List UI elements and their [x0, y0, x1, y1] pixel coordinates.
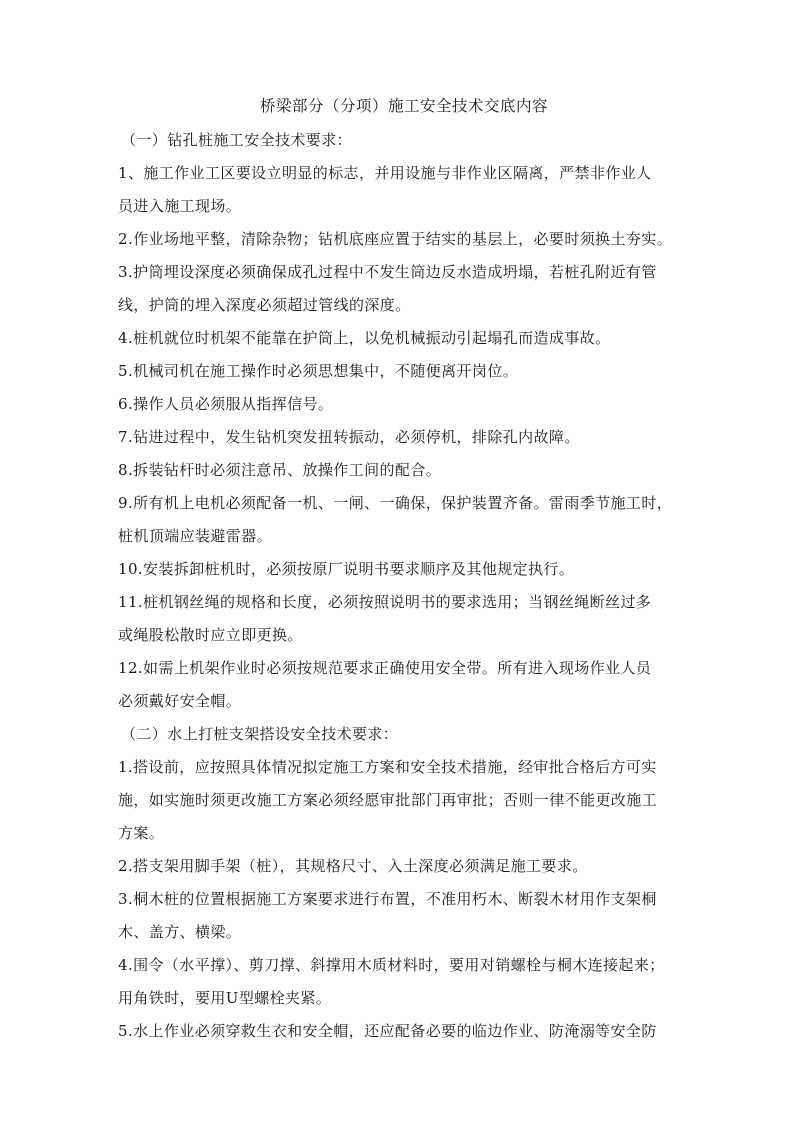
text-line: 11.桩机钢丝绳的规格和长度，必须按照说明书的要求选用；当钢丝绳断丝过多	[118, 593, 652, 611]
document-title: 桥梁部分（分项）施工安全技术交底内容	[259, 97, 548, 115]
text-line: 必须戴好安全帽。	[118, 692, 242, 710]
text-line: 9.所有机上电机必须配备一机、一闸、一确保，保护装置齐备。雷雨季节施工时，	[118, 494, 673, 512]
text-line: 用角铁时，要用U型螺栓夹紧。	[118, 989, 332, 1007]
text-line: 1.搭设前，应按照具体情况拟定施工方案和安全技术措施，经审批合格后方可实	[118, 758, 657, 776]
text-line: 方案。	[118, 824, 165, 842]
text-line: 3.桐木桩的位置根据施工方案要求进行布置，不准用朽木、断裂木材用作支架桐	[118, 890, 657, 908]
text-line: 5.机械司机在施工操作时必须思想集中，不随便离开岗位。	[118, 362, 519, 380]
text-line: 2.作业场地平整，清除杂物；钻机底座应置于结实的基层上，必要时须换土夯实。	[118, 230, 673, 248]
section-heading-2: （二）水上打桩支架搭设安全技术要求：	[121, 725, 399, 743]
text-line: 1、施工作业工区要设立明显的标志，并用设施与非作业区隔离，严禁非作业人	[118, 164, 652, 182]
text-line: 10.安装拆卸桩机时，必须按原厂说明书要求顺序及其他规定执行。	[118, 560, 575, 578]
document-page	[118, 96, 690, 1054]
text-line: 桩机顶端应装避雷器。	[118, 527, 273, 545]
text-line: 12.如需上机架作业时必须按规范要求正确使用安全带。所有进入现场作业人员	[118, 659, 652, 677]
text-line: 木、盖方、横梁。	[118, 923, 242, 941]
text-line: 7.钻进过程中，发生钻机突发扭转振动，必须停机，排除孔内故障。	[118, 428, 580, 446]
text-line: 或绳股松散时应立即更换。	[118, 626, 303, 644]
text-line: 3.护筒埋设深度必须确保成孔过程中不发生筒边反水造成坍塌，若桩孔附近有管	[118, 263, 657, 281]
section-heading-1: （一）钻孔桩施工安全技术要求：	[121, 131, 353, 149]
text-line: 施，如实施时须更改施工方案必须经愿审批部门再审批；否则一律不能更改施工	[118, 791, 658, 809]
text-line: 6.操作人员必须服从指挥信号。	[118, 395, 334, 413]
text-line: 2.搭支架用脚手架（桩），其规格尺寸、入土深度必须满足施工要求。	[118, 857, 588, 875]
text-line: 4.桩机就位时机架不能靠在护筒上，以免机械振动引起塌孔而造成事故。	[118, 329, 611, 347]
text-line: 线，护筒的埋入深度必须超过管线的深度。	[118, 296, 411, 314]
text-line: 员进入施工现场。	[118, 197, 242, 215]
text-line: 8.拆装钻杆时必须注意吊、放操作工间的配合。	[118, 461, 442, 479]
text-line: 4.围令（水平撑）、剪刀撑、斜撑用木质材料时，要用对销螺栓与桐木连接起来；	[118, 956, 665, 974]
text-line: 5.水上作业必须穿救生衣和安全帽，还应配备必要的临边作业、防淹溺等安全防	[118, 1022, 657, 1040]
